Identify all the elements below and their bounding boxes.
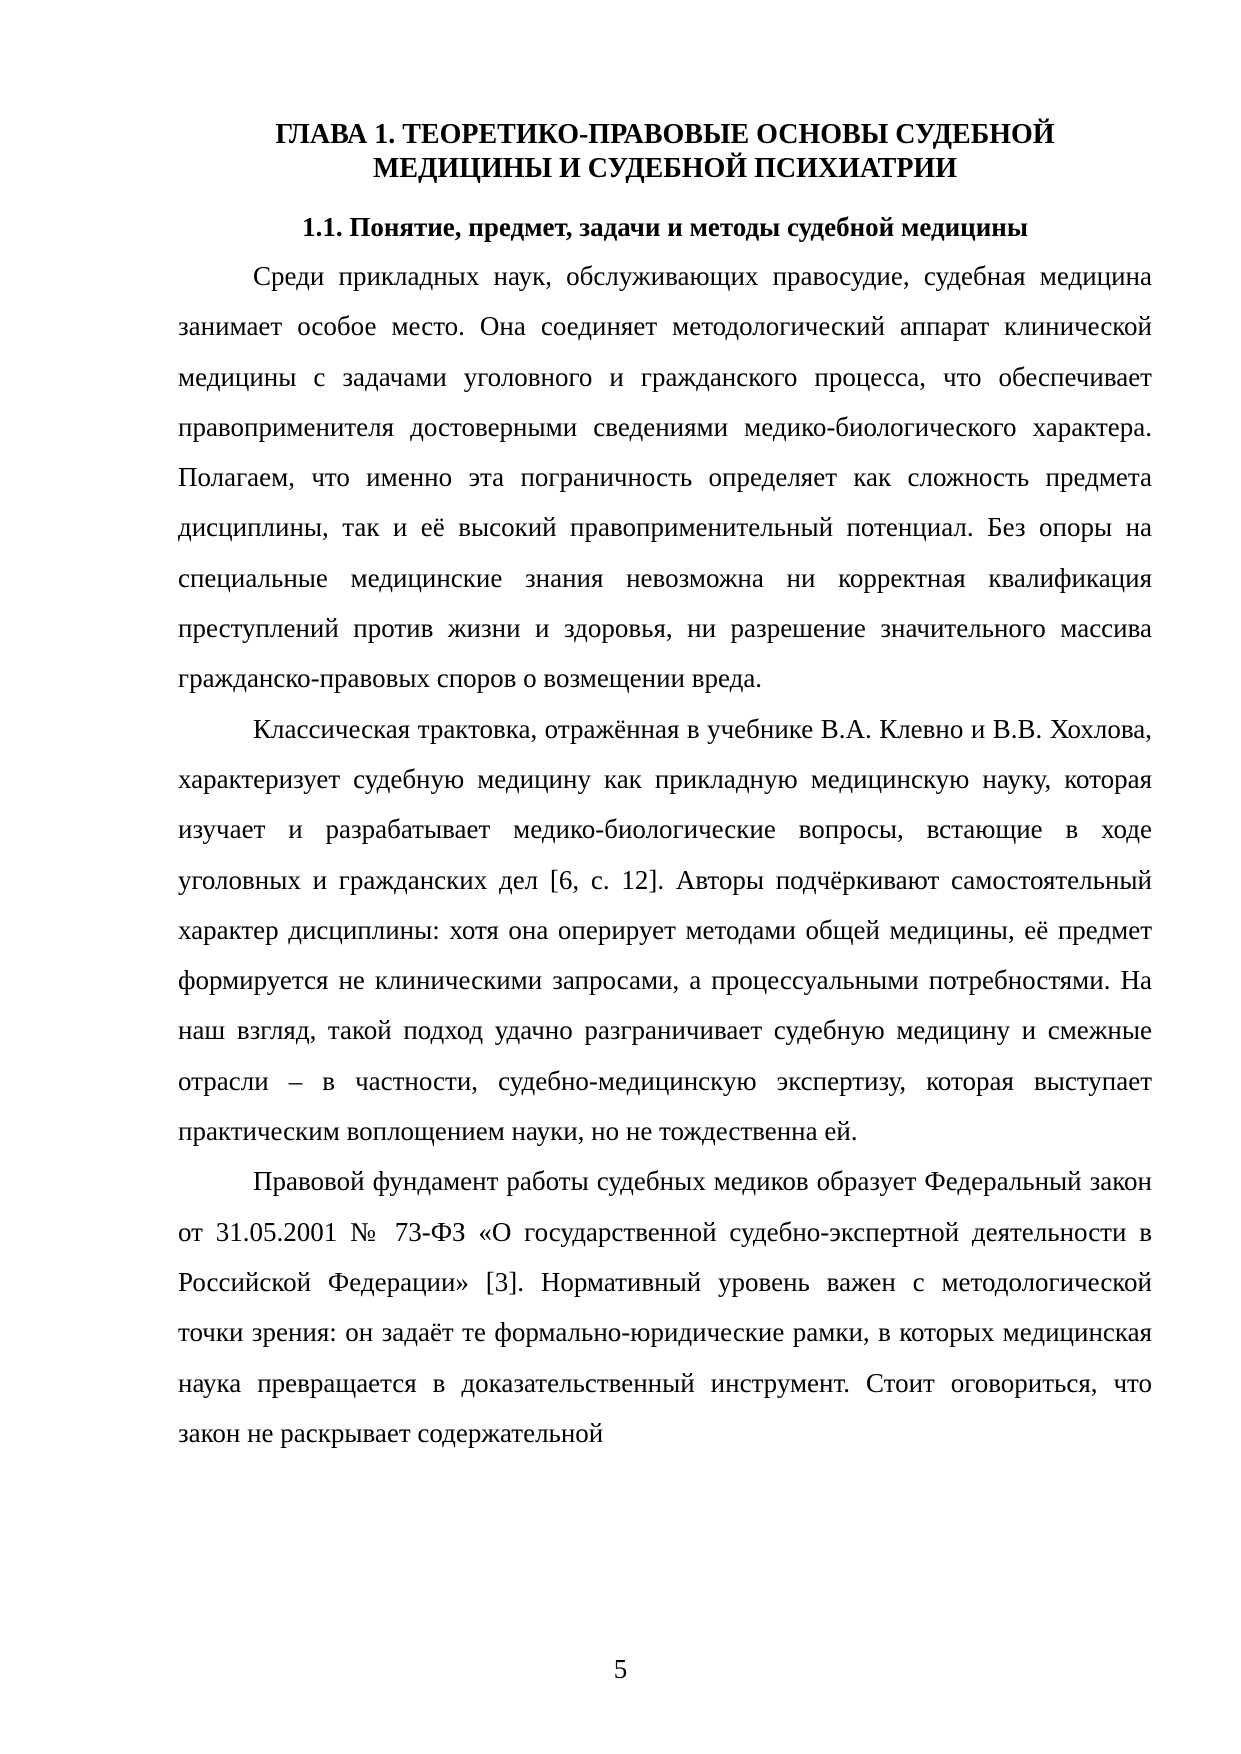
body-text: [178, 251, 1152, 1458]
paragraph-1: Среди прикладных наук, обслуживающих правосудие, судебная медицина занимает особое место. Она соединяет методологический аппарат клинической медицины с задачами уголовного и гражданского процесса, что обеспечивает правоприменителя достоверными сведениями медико-биологического характера. Полагаем, что именно эта пограничность определяет как сложность предмета дисциплины, так и её высокий правоприменительный потенциал. Без опоры на специальные медицинские знания невозможна ни корректная квалификация преступлений против жизни и здоровья, ни разрешение значительного массива гражданско-правовых споров о возмещении вреда.: [178, 261, 1152, 694]
paragraph-2: Классическая трактовка, отражённая в учебнике В.А. Клевно и В.В. Хохлова, характеризует судебную медицину как прикладную медицинскую науку, которая изучает и разрабатывает медико-биологические вопросы, встающие в ходе уголовных и гражданских дел [6, с. 12]. Авторы подчёркивают самостоятельный характер дисциплины: хотя она оперирует методами общей медицины, её предмет формируется не клиническими запросами, а процессуальными потребностями. На наш взгляд, такой подход удачно разграничивает судебную медицину и смежные отрасли – в частности, судебно-медицинскую экспертизу, которая выступает практическим воплощением науки, но не тождественна ей.: [178, 713, 1152, 1147]
chapter-title: [178, 118, 1152, 186]
paragraph-3: Правовой фундамент работы судебных медиков образует Федеральный закон от 31.05.2001 № 73-ФЗ «О государственной судебно-экспертной деятельности в Российской Федерации» [3]. Нормативный уровень важен с методологической точки зрения: он задаёт те формально-юридические рамки, в которых медицинская наука превращается в доказательственный инструмент. Стоит оговориться, что закон не раскрывает содержательной: [178, 1166, 1152, 1448]
section-title: 1.1. Понятие, предмет, задачи и методы судебной медицины: [302, 212, 1028, 242]
chapter-title-line-2: МЕДИЦИНЫ И СУДЕБНОЙ ПСИХИАТРИИ: [373, 153, 957, 184]
page-number: 5: [613, 1654, 628, 1684]
chapter-title-line-1: ГЛАВА 1. ТЕОРЕТИКО-ПРАВОВЫЕ ОСНОВЫ СУДЕБНОЙ: [275, 119, 1055, 150]
